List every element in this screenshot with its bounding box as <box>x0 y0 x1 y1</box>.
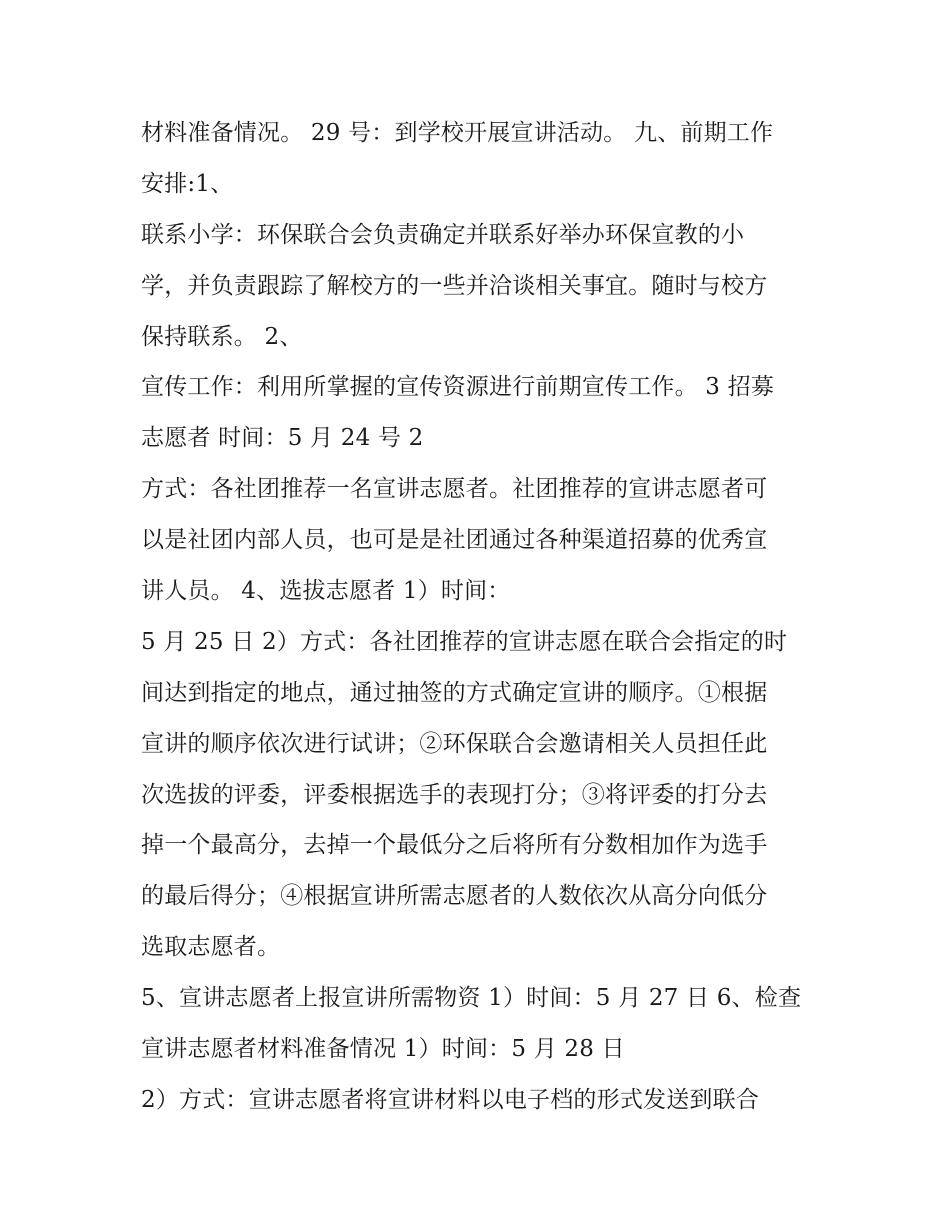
text-line: 选取志愿者。 <box>141 934 281 961</box>
text-line: 学，并负责跟踪了解校方的一些并洽谈相关事宜。随时与校方 <box>141 272 768 299</box>
text-line: 掉一个最高分，去掉一个最低分之后将所有分数相加作为选手 <box>141 832 768 859</box>
text-line: 5 月 25 日 2）方式：各社团推荐的宣讲志愿在联合会指定的时 <box>141 628 788 655</box>
text-line: 2）方式：宣讲志愿者将宣讲材料以电子档的形式发送到联合 <box>141 1086 760 1113</box>
document-body <box>141 108 821 1126</box>
text-line: 5、宣讲志愿者上报宣讲所需物资 1）时间：5 月 27 日 6、检查 <box>141 985 802 1012</box>
text-line: 宣传工作：利用所掌握的宣传资源进行前期宣传工作。 3 招募 <box>141 374 775 401</box>
text-line: 方式：各社团推荐一名宣讲志愿者。社团推荐的宣讲志愿者可 <box>141 476 768 503</box>
text-line: 以是社团内部人员，也可是是社团通过各种渠道招募的优秀宣 <box>141 527 768 554</box>
text-line: 联系小学：环保联合会负责确定并联系好举办环保宣教的小 <box>141 221 745 248</box>
text-line: 次选拔的评委，评委根据选手的表现打分；③将评委的打分去 <box>141 781 768 808</box>
text-line: 间达到指定的地点，通过抽签的方式确定宣讲的顺序。①根据 <box>141 679 768 706</box>
text-line: 材料准备情况。 29 号：到学校开展宣讲活动。 九、前期工作 <box>141 120 774 146</box>
text-line: 的最后得分；④根据宣讲所需志愿者的人数依次从高分向低分 <box>141 883 768 910</box>
text-line: 安排:1、 <box>141 170 234 197</box>
text-line: 宣讲的顺序依次进行试讲；②环保联合会邀请相关人员担任此 <box>141 730 768 757</box>
text-line: 志愿者 时间：5 月 24 号 2 <box>141 425 424 452</box>
text-line: 保持联系。 2、 <box>141 323 303 350</box>
text-line: 宣讲志愿者材料准备情况 1）时间：5 月 28 日 <box>141 1036 625 1063</box>
text-line: 讲人员。 4、选拔志愿者 1）时间： <box>141 578 511 605</box>
